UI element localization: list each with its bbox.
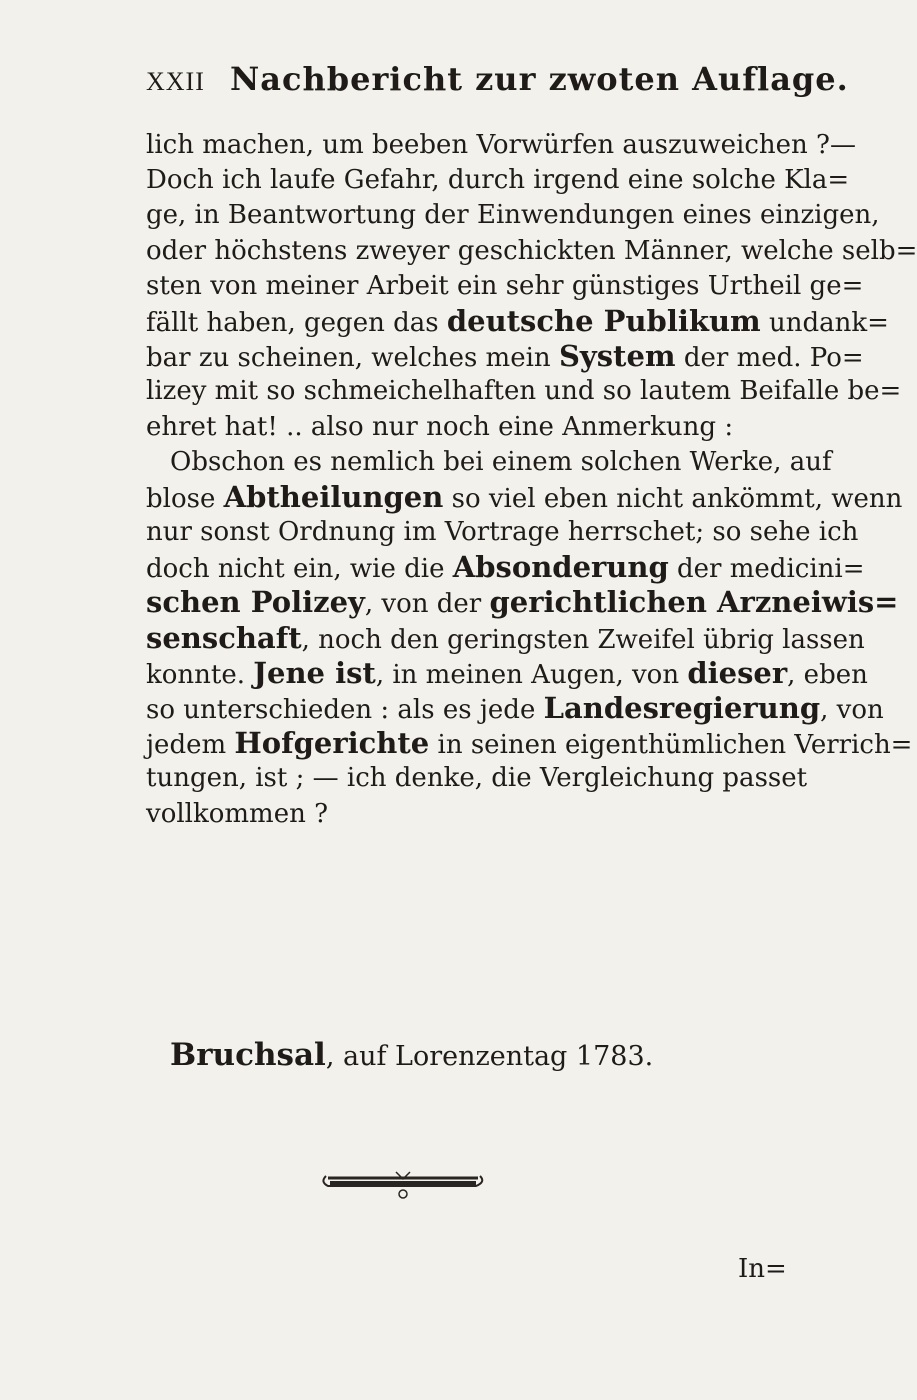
emphasized-term: System [558,339,676,374]
text-segment: , noch den geringsten Zweifel übrig lassen [301,624,865,655]
signature-place: Bruchsal [170,1037,326,1073]
text-line [146,479,903,515]
text-segment: bar zu scheinen, welches mein [146,343,559,374]
emphasized-term: Abtheilungen [223,479,444,514]
text-line [146,550,865,585]
text-segment: konnte. [146,659,254,690]
emphasized-term: Jene ist [253,655,376,690]
text-segment: , in meinen Augen, von [375,659,688,690]
text-line [146,445,832,480]
text-segment: , von [820,695,884,725]
text-line [146,269,864,304]
text-line [146,726,913,761]
ornament-rule-icon [318,1160,488,1200]
text-line [146,515,859,550]
text-segment: Obschon es nemlich bei einem solchen Werke, auf [170,446,832,477]
text-line [146,691,884,726]
emphasized-term: gerichtlichen Arzneiwis= [489,585,899,620]
text-line [146,797,786,832]
text-line [146,761,808,796]
emphasized-term: deutsche Publikum [446,303,761,338]
text-line [146,655,868,691]
text-segment: ehret hat! .. also nur noch eine Anmerkung : [146,411,734,442]
text-line [146,585,899,620]
text-segment: blose [146,483,224,514]
body-text [146,128,917,832]
running-title: Nachbericht zur zwoten Auflage. [229,60,849,98]
text-line [146,410,786,445]
text-segment: tungen, ist ; — ich denke, die Vergleichung passet [146,763,808,794]
text-line [146,374,902,409]
emphasized-term: Hofgerichte [234,726,430,761]
text-segment: der medicini= [668,554,865,585]
text-line [146,339,864,374]
text-segment: fällt haben, gegen das [146,307,447,338]
text-segment: in seinen eigenthümlichen Verrich= [429,730,913,761]
text-segment: , eben [787,659,868,690]
page-number: XXII [146,67,205,96]
emphasized-term: senschaft [146,620,302,655]
text-segment: sten von meiner Arbeit ein sehr günstiges Urtheil ge= [146,270,864,301]
text-segment: Doch ich laufe Gefahr, durch irgend eine solche Kla= [146,165,850,196]
text-line [146,128,856,163]
running-header [146,60,849,98]
text-line [146,620,865,656]
text-segment: ge, in Beantwortung der Einwendungen eines einzigen, [146,200,880,231]
catchword: In= [738,1254,787,1284]
signature-date: , auf Lorenzentag 1783. [325,1041,654,1072]
text-segment: lich machen, um beeben Vorwürfen auszuweichen ?— [146,130,856,160]
text-segment: nur sonst Ordnung im Vortrage herrschet; so sehe ich [146,517,859,548]
signature-line [170,1037,653,1073]
text-line [146,234,917,269]
text-segment: der med. Po= [675,343,864,374]
text-segment: oder höchstens zweyer geschickten Männer, welche selb= [146,235,917,266]
emphasized-term: dieser [687,655,788,690]
text-segment: doch nicht ein, wie die [146,554,453,585]
text-segment: vollkommen ? [146,798,329,829]
text-segment: jedem [146,730,235,761]
text-line [146,163,850,198]
text-line [146,198,880,233]
text-segment: lizey mit so schmeichelhaften und so lautem Beifalle be= [146,376,902,407]
text-segment: , von der [364,589,490,620]
text-segment: so viel eben nicht ankömmt, wenn [443,483,903,514]
text-line [146,303,889,339]
emphasized-term: Absonderung [452,550,669,585]
text-segment: so unterschieden : als es jede [146,695,544,725]
emphasized-term: schen Polizey [146,585,365,620]
emphasized-term: Landesregierung [543,691,821,725]
text-segment: undank= [760,307,889,338]
